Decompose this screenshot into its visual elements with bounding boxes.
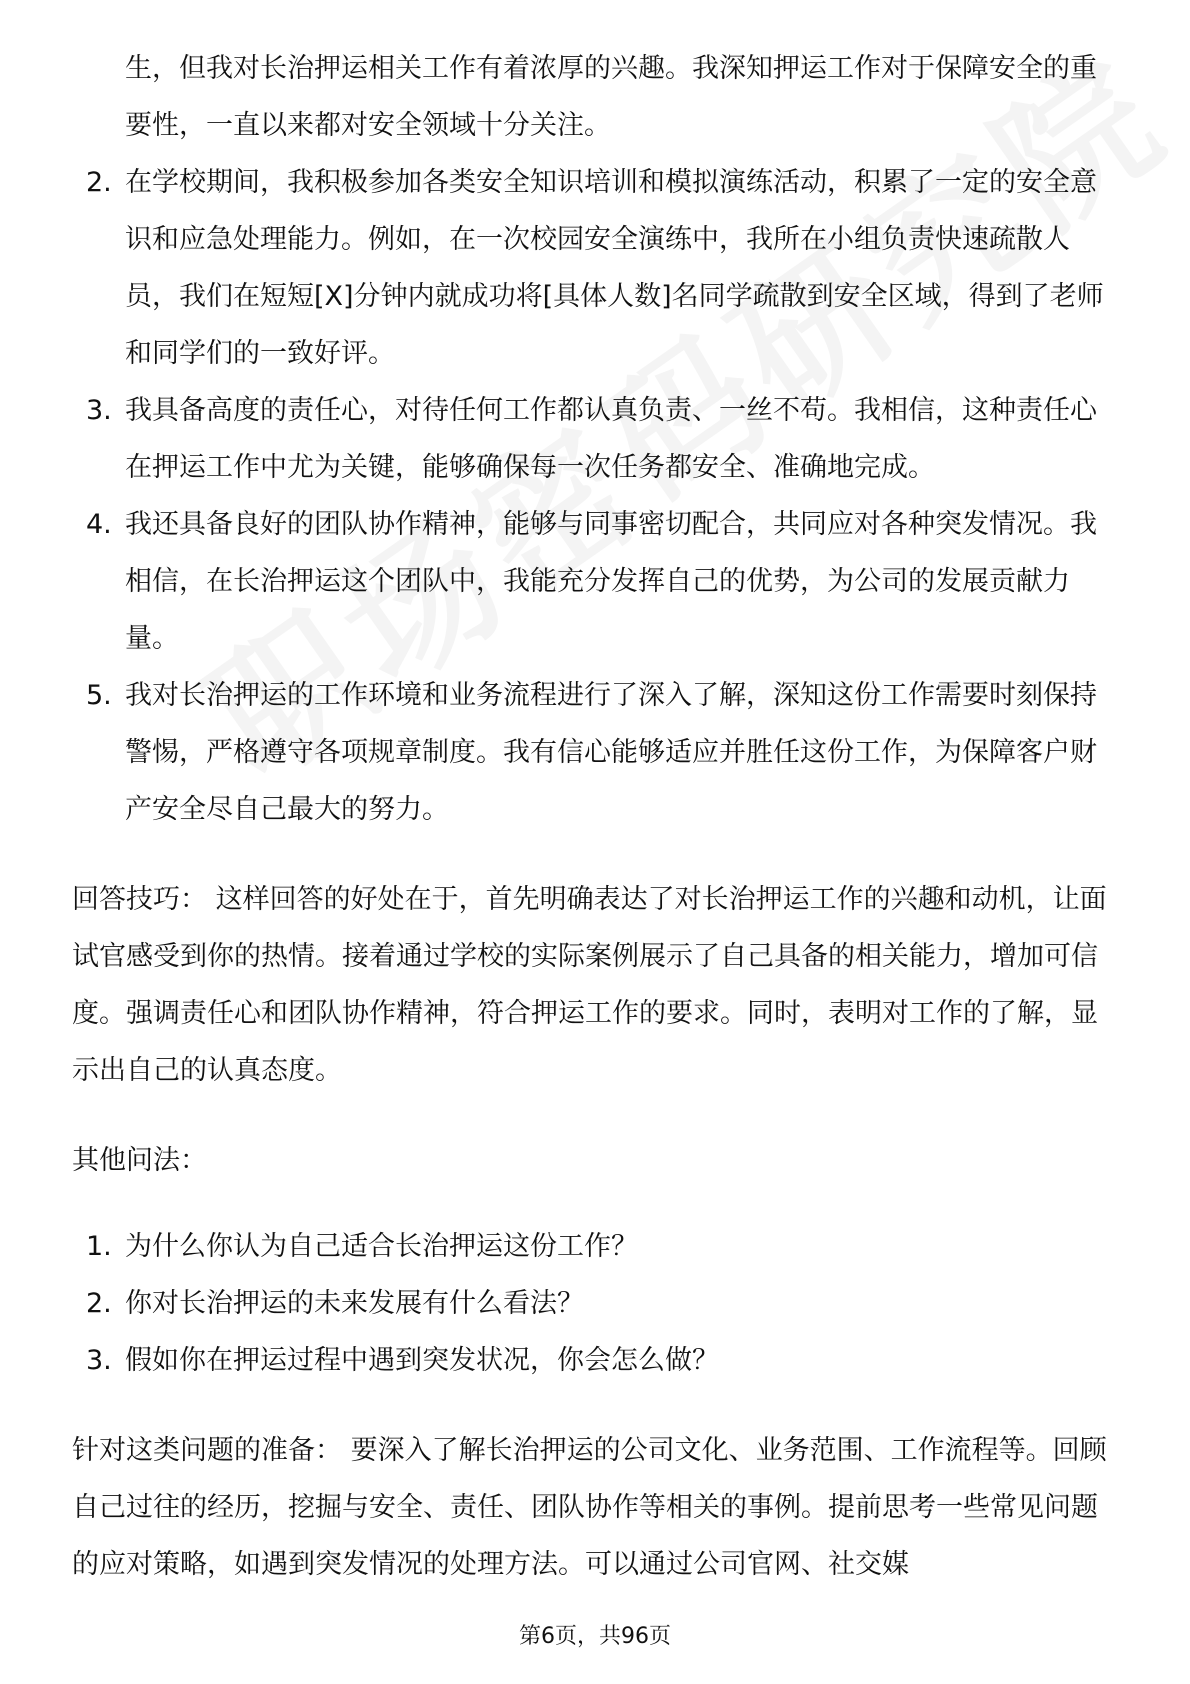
- other-questions-heading: 其他问法：: [72, 1145, 207, 1176]
- page-content: [72, 40, 1118, 1593]
- list-item-text: 我还具备良好的团队协作精神，能够与同事密切配合，共同应对各种突发情况。我相信，在长治押运这个团队中，我能充分发挥自己的优势，为公司的发展贡献力量。: [125, 509, 1097, 654]
- preparation-paragraph: 针对这类问题的准备： 要深入了解长治押运的公司文化、业务范围、工作流程等。回顾自己过往的经历，挖掘与安全、责任、团队协作等相关的事例。提前思考一些常见问题的应对策略，如遇到突发情况的处理方法。可以通过公司官网、社交媒: [72, 1435, 1107, 1580]
- list-item: [72, 667, 1118, 838]
- list-item: [72, 154, 1118, 382]
- list-item: [72, 1332, 1118, 1389]
- list-item-text: 假如你在押运过程中遇到突发状况，你会怎么做？: [125, 1345, 719, 1376]
- list-item-number: 2.: [86, 1288, 112, 1319]
- list-item-text: 我具备高度的责任心，对待任何工作都认真负责、一丝不苟。我相信，这种责任心在押运工作中尤为关键，能够确保每一次任务都安全、准确地完成。: [125, 395, 1097, 483]
- other-questions-list: [72, 1218, 1118, 1389]
- list-item-number: 3.: [86, 1345, 112, 1376]
- list-item: [72, 496, 1118, 667]
- list-item-text: 生，但我对长治押运相关工作有着浓厚的兴趣。我深知押运工作对于保障安全的重要性，一直以来都对安全领域十分关注。: [125, 53, 1097, 141]
- list-item: [72, 1275, 1118, 1332]
- list-item-text: 为什么你认为自己适合长治押运这份工作？: [125, 1231, 638, 1262]
- answer-points-list: [72, 154, 1118, 838]
- list-item-number: 5.: [86, 680, 112, 711]
- page-number-footer: 第6页，共96页: [519, 1624, 671, 1649]
- list-item: [72, 382, 1118, 496]
- list-item: [72, 1218, 1118, 1275]
- list-item-text: 我对长治押运的工作环境和业务流程进行了深入了解，深知这份工作需要时刻保持警惕，严格遵守各项规章制度。我有信心能够适应并胜任这份工作，为保障客户财产安全尽自己最大的努力。: [125, 680, 1097, 825]
- list-item-number: 3.: [86, 395, 112, 426]
- list-item-continuation: [72, 40, 1118, 154]
- answer-tips-paragraph: 回答技巧： 这样回答的好处在于，首先明确表达了对长治押运工作的兴趣和动机，让面试官感受到你的热情。接着通过学校的实际案例展示了自己具备的相关能力，增加可信度。强调责任心和团队协作精神，符合押运工作的要求。同时，表明对工作的了解，显示出自己的认真态度。: [72, 884, 1107, 1086]
- list-item-number: 2.: [86, 167, 112, 198]
- list-item-text: 在学校期间，我积极参加各类安全知识培训和模拟演练活动，积累了一定的安全意识和应急处理能力。例如，在一次校园安全演练中，我所在小组负责快速疏散人员，我们在短短[X]分钟内就成功将[具体人数]名同学疏散到安全区域，得到了老师和同学们的一致好评。: [125, 167, 1104, 369]
- list-item-number: 1.: [86, 1231, 112, 1262]
- list-item-number: 4.: [86, 509, 112, 540]
- list-item-text: 你对长治押运的未来发展有什么看法？: [125, 1288, 584, 1319]
